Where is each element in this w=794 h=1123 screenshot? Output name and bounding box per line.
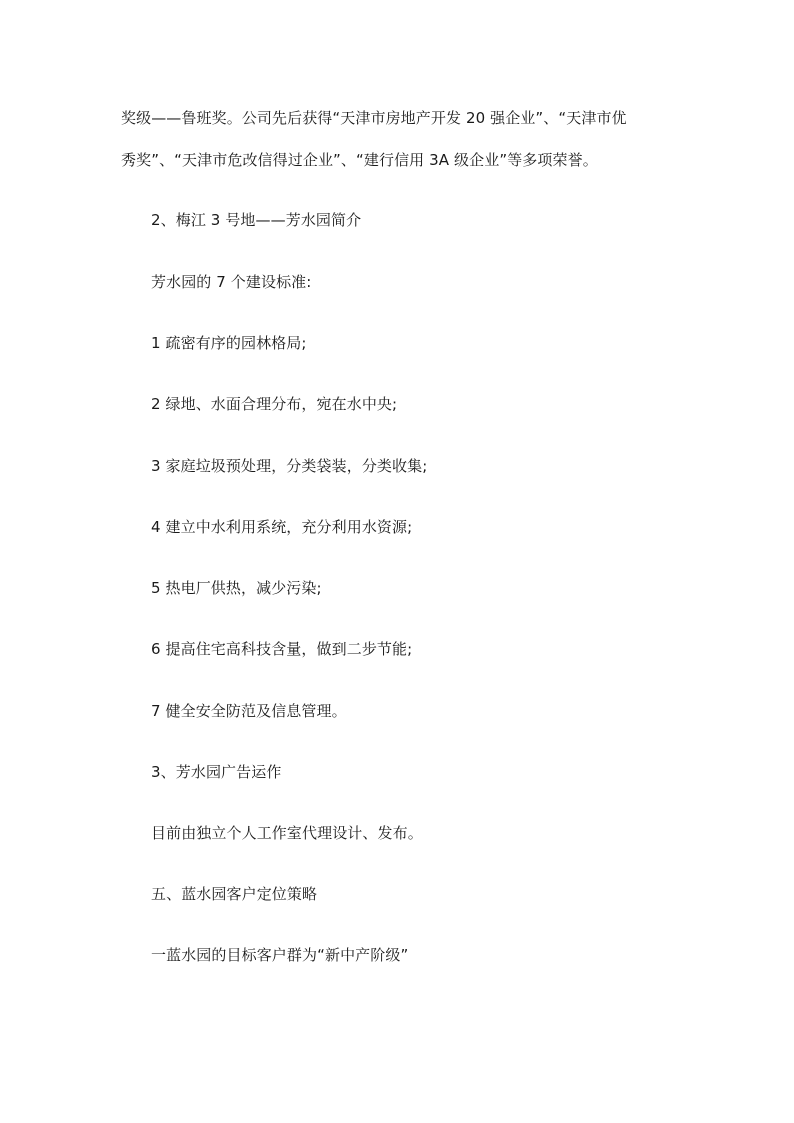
list-item: 6 提高住宅高科技含量，做到二步节能; xyxy=(151,640,413,658)
paragraph-line: 秀奖”、“天津市危改信得过企业”、“建行信用 3A 级企业”等多项荣誉。 xyxy=(121,151,598,169)
list-item: 7 健全安全防范及信息管理。 xyxy=(151,702,347,720)
list-item: 4 建立中水利用系统，充分利用水资源; xyxy=(151,518,413,536)
section-heading: 3、芳水园广告运作 xyxy=(151,763,282,781)
paragraph-line: 目前由独立个人工作室代理设计、发布。 xyxy=(151,824,423,842)
paragraph-line: 芳水园的 7 个建设标准: xyxy=(151,273,312,291)
section-heading: 五、蓝水园客户定位策略 xyxy=(151,885,318,903)
list-item: 2 绿地、水面合理分布，宛在水中央; xyxy=(151,395,398,413)
list-item: 1 疏密有序的园林格局; xyxy=(151,334,307,352)
paragraph-line: 一蓝水园的目标客户群为“新中产阶级” xyxy=(151,946,409,964)
paragraph-line: 奖级——鲁班奖。公司先后获得“天津市房地产开发 20 强企业”、“天津市优 xyxy=(121,109,627,127)
list-item: 3 家庭垃圾预处理，分类袋装，分类收集; xyxy=(151,457,428,475)
section-heading: 2、梅江 3 号地——芳水园简介 xyxy=(151,211,362,229)
list-item: 5 热电厂供热，减少污染; xyxy=(151,579,322,597)
